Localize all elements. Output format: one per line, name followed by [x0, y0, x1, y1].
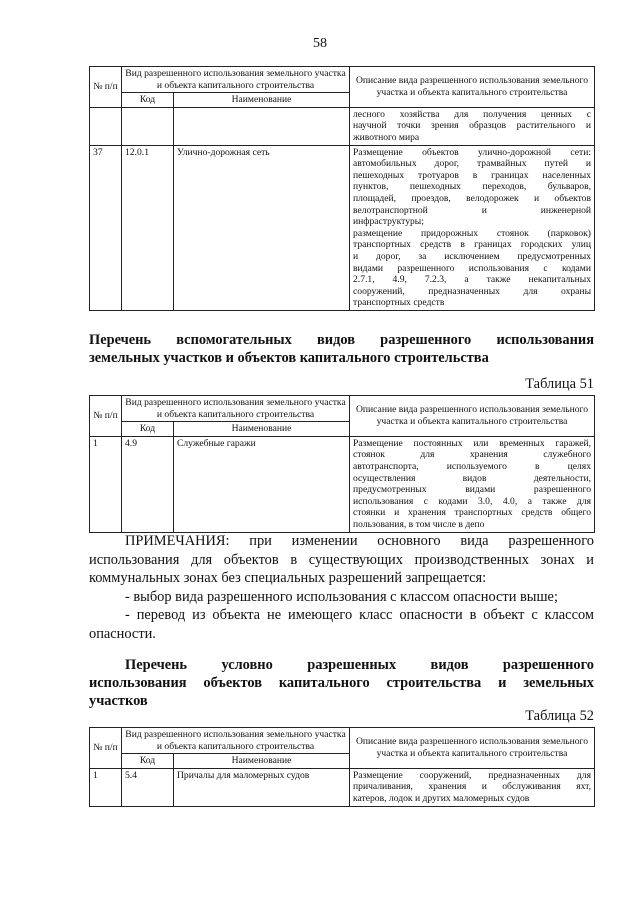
header-no: № п/п [90, 67, 122, 108]
notes-line: ПРИМЕЧАНИЯ: при изменении основного вида разрешенного [125, 533, 594, 549]
row-name: Улично-дорожная сеть [174, 145, 350, 310]
description-line: пешеходных тротуаров в границах населенных [353, 169, 592, 181]
description-line: инфраструктуры; [353, 216, 424, 228]
description-line: осуществления видов деятельности, [353, 472, 592, 484]
table-row [90, 768, 595, 806]
row-name: Причалы для маломерных судов [174, 768, 350, 806]
description-line: сооружений, предназначенных для охраны [353, 285, 592, 297]
permitted-use-table-main [89, 66, 595, 311]
description-line: стоянок для хранения служебного [353, 449, 592, 461]
row-description [350, 107, 595, 145]
row-no: 1 [90, 436, 122, 532]
header-use-type: Вид разрешенного использования земельного участка и объекта капитального строительства [122, 396, 350, 422]
heading-line: земельных участков и объектов капитального строительства [89, 350, 489, 366]
header-use-type: Вид разрешенного использования земельного участка и объекта капитального строительства [122, 728, 350, 754]
description-line: транспортных средств [353, 297, 445, 309]
description-line: пунктов, пешеходных переходов, бульваров, [353, 181, 592, 193]
notes-line: - перевод из объекта не имеющего класс опасности в объект с классом [125, 607, 594, 623]
notes-line: опасности. [89, 625, 156, 642]
header-code: Код [122, 422, 174, 437]
description-line: площадей, проездов, велодорожек и объектов [353, 192, 592, 204]
header-name: Наименование [174, 93, 350, 108]
table-row [90, 107, 595, 145]
header-no: № п/п [90, 396, 122, 437]
page-number: 58 [313, 36, 327, 51]
table-row [90, 145, 595, 310]
section-heading-auxiliary [89, 331, 594, 367]
table-caption-51: Таблица 51 [525, 376, 594, 392]
description-line: катеров, лодок и других маломерных судов [353, 792, 530, 804]
heading-line: участков [89, 693, 148, 709]
table-row [90, 436, 595, 532]
header-description: Описание вида разрешенного использования земельного участка и объекта капитального строительства [350, 396, 595, 437]
row-code: 12.0.1 [122, 145, 174, 310]
notes-block [89, 532, 594, 643]
row-description [350, 436, 595, 532]
conditional-use-table [89, 727, 595, 807]
description-line: велотранспортной и инженерной [353, 204, 592, 216]
description-line: научной точки зрения образцов растительного и [353, 120, 592, 132]
description-line: видами разрешенного использования с кодами [353, 262, 592, 274]
header-code: Код [122, 754, 174, 769]
row-description [350, 768, 595, 806]
row-description [350, 145, 595, 310]
heading-line: использования объектов капитального строительства и земельных [89, 675, 594, 691]
header-description: Описание вида разрешенного использования земельного участка и объекта капитального строительства [350, 67, 595, 108]
description-line: лесного хозяйства для получения ценных с [353, 108, 592, 120]
row-code: 5.4 [122, 768, 174, 806]
heading-line: Перечень условно разрешенных видов разрешенного [125, 657, 594, 673]
header-code: Код [122, 93, 174, 108]
description-line: автотранспорта, используемого в целях [353, 460, 592, 472]
notes-line: коммунальных зонах без специальных разрешений запрещается: [89, 570, 487, 586]
notes-line: использования для объектов в существующих производственных зонах и [89, 551, 594, 568]
description-line: транспортных средств в границах городских улиц [353, 239, 592, 251]
description-line: использования с кодами 3.0, 4.0, а также для [353, 495, 592, 507]
description-line: животного мира [353, 131, 420, 143]
description-line: Размещение постоянных или временных гаражей, [353, 437, 592, 449]
description-line: 2.7.1, 4.9, 7.2.3, а также некапитальных [353, 274, 592, 286]
description-line: стоянки и хранения транспортных средств общего [353, 507, 592, 519]
table-caption-52: Таблица 52 [525, 708, 594, 724]
header-no: № п/п [90, 728, 122, 769]
row-name: Служебные гаражи [174, 436, 350, 532]
heading-line: Перечень вспомогательных видов разрешенного использования [89, 332, 594, 348]
auxiliary-use-table [89, 395, 595, 533]
description-line: предусмотренных видами разрешенного [353, 484, 592, 496]
row-no: 1 [90, 768, 122, 806]
section-heading-conditional [89, 656, 594, 710]
row-code: 4.9 [122, 436, 174, 532]
description-line: Размещение объектов улично-дорожной сети: [353, 146, 592, 158]
description-line: причаливания, хранения и обслуживания яхт, [353, 781, 592, 793]
description-line: пользования, в том числе в депо [353, 518, 485, 530]
row-no: 37 [90, 145, 122, 310]
notes-line: - выбор вида разрешенного использования с классом опасности выше; [125, 588, 558, 605]
header-name: Наименование [174, 754, 350, 769]
description-line: и дорог, за исключением предусмотренных [353, 250, 592, 262]
header-name: Наименование [174, 422, 350, 437]
description-line: размещение придорожных стоянок (парковок) [353, 227, 592, 239]
description-line: Размещение сооружений, предназначенных для [353, 769, 592, 781]
header-use-type: Вид разрешенного использования земельного участка и объекта капитального строительства [122, 67, 350, 93]
header-description: Описание вида разрешенного использования земельного участка и объекта капитального строительства [350, 728, 595, 769]
description-line: автомобильных дорог, трамвайных путей и [353, 158, 592, 170]
